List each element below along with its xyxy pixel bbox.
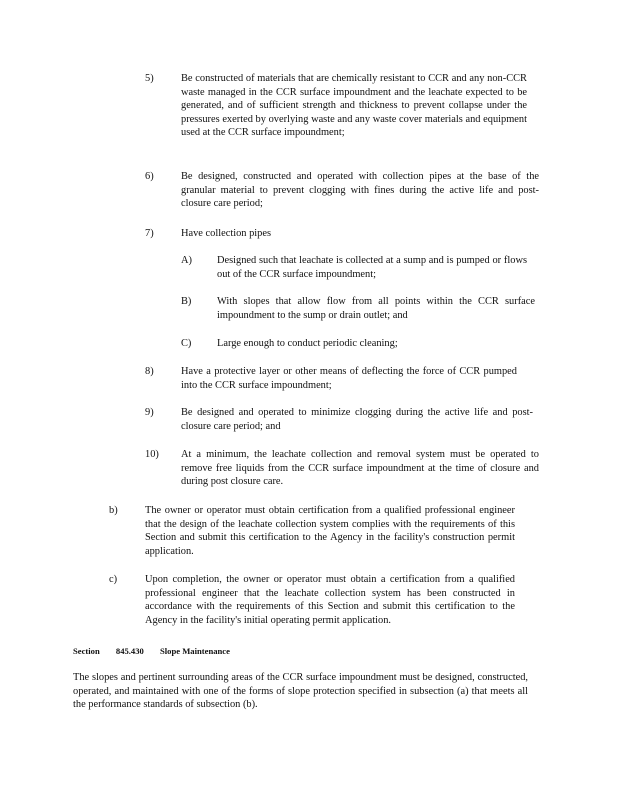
item-number: 10) [145, 449, 159, 460]
item-letter: c) [109, 574, 118, 585]
item-text: Be designed and operated to minimize clogging during the active life and post-closure care period; and [181, 407, 533, 432]
subitem-text: Large enough to conduct periodic cleaning; [217, 338, 398, 349]
item-number: 6) [145, 171, 154, 182]
subitem-letter: A) [181, 255, 192, 266]
section-heading [73, 645, 230, 657]
item-text: Upon completion, the owner or operator must obtain a certification from a qualified professional engineer that the leachate collection system has been constructed in accordance with the requirements of this Section and submit this certification to the Agency in the facility's initial operating permit application. [145, 574, 515, 626]
item-number: 7) [145, 228, 154, 239]
subitem-letter: C) [181, 338, 192, 349]
subitem-text: With slopes that allow flow from all points within the CCR surface impoundment to the sump or drain outlet; and [217, 296, 535, 321]
section-title: Slope Maintenance [159, 646, 230, 656]
item-number: 8) [145, 366, 154, 377]
subitem-text: Designed such that leachate is collected at a sump and is pumped or flows out of the CCR surface impoundment; [217, 255, 527, 280]
section-label: Section [73, 646, 100, 656]
item-text: Be constructed of materials that are chemically resistant to CCR and any non-CCR waste managed in the CCR surface impoundment and the leachate expected to be generated, and of sufficient strength and thickness to prevent collapse under the pressures exerted by overlying waste and any waste cover materials and equipment used at the CCR surface impoundment; [181, 73, 527, 139]
body-paragraph: The slopes and pertinent surrounding areas of the CCR surface impoundment must be designed, constructed, operated, and maintained with one of the forms of slope protection specified in subsection (a) that meets all the performance standards of subsection (b). [73, 672, 528, 711]
item-text: Be designed, constructed and operated with collection pipes at the base of the granular material to prevent clogging with fines during the active life and post-closure care period; [181, 171, 539, 210]
item-letter: b) [109, 505, 118, 516]
item-text: At a minimum, the leachate collection and removal system must be operated to remove free liquids from the CCR surface impoundment at the time of closure and during post closure care. [181, 449, 539, 488]
item-text: The owner or operator must obtain certification from a qualified professional engineer that the design of the leachate collection system complies with the requirements of this Section and submit this certification to the Agency in the facility's construction permit application. [145, 505, 515, 557]
item-number: 9) [145, 407, 154, 418]
item-text: Have a protective layer or other means of deflecting the force of CCR pumped into the CCR surface impoundment; [181, 366, 517, 391]
item-number: 5) [145, 73, 154, 84]
item-text: Have collection pipes [181, 228, 272, 239]
section-number: 845.430 [115, 646, 144, 656]
subitem-letter: B) [181, 296, 192, 307]
